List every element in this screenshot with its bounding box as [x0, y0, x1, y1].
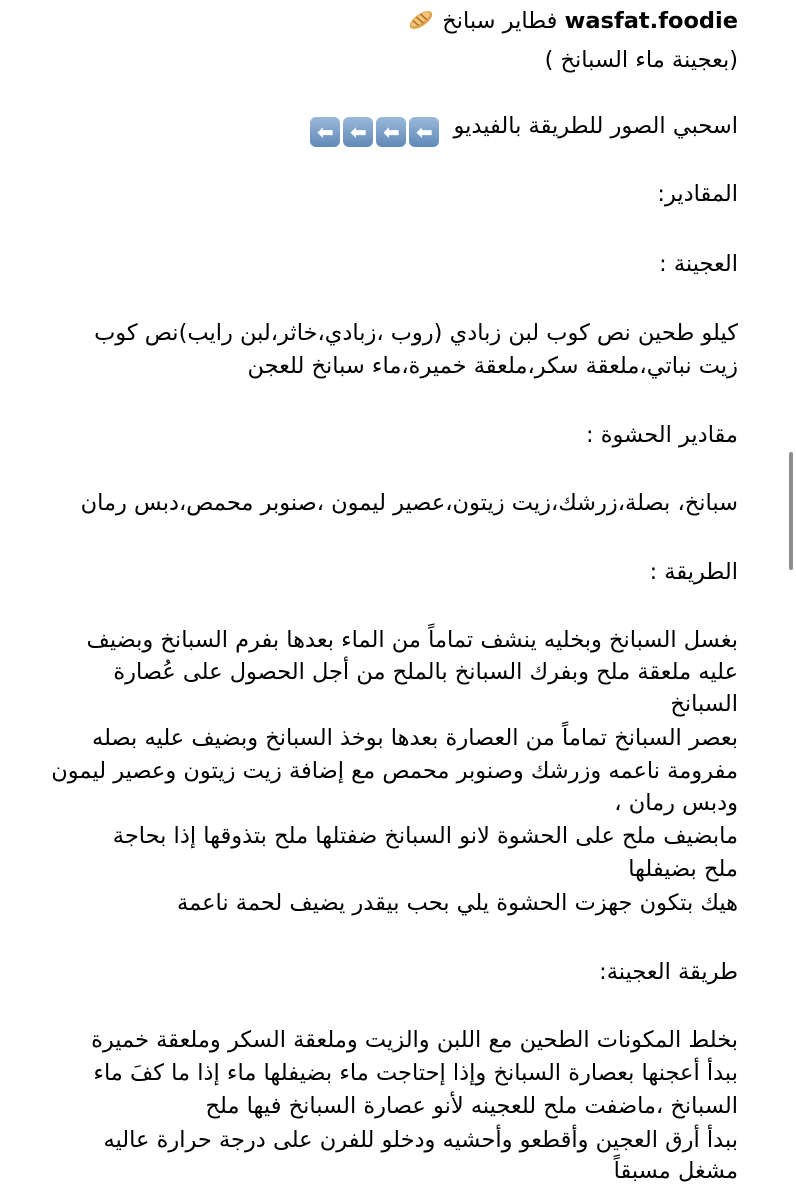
- method-line: ملح بضيفلها: [628, 856, 738, 882]
- method-line: مفرومة ناعمه وزرشك وصنوبر محمص مع إضافة زيت زيتون وعصير ليمون: [51, 758, 738, 784]
- method-heading: الطريقة :: [649, 559, 738, 585]
- method-line: مابضيف ملح على الحشوة لانو السبانخ ضفتلها ملح بتذوقها إذا بحاجة: [112, 823, 738, 849]
- method-line: السبانخ: [670, 691, 738, 717]
- left-arrow-icon: ⬅: [409, 117, 439, 147]
- dough-method-line: ببدأ أعجنها بعصارة السبانخ وإذا إحتاجت ماء بضيفلها ماء إذا ما كفَ ماء: [93, 1060, 738, 1086]
- dough-ingredients-line: زيت نباتي،ملعقة سكر،ملعقة خميرة،ماء سبانخ للعجن: [247, 353, 738, 379]
- left-arrow-icon: ⬅: [343, 117, 373, 147]
- dough-method-line: مشغل مسبقاً: [613, 1158, 738, 1184]
- dough-method-heading: طريقة العجينة:: [599, 959, 738, 985]
- dough-method-line: السبانخ ،ماضفت ملح للعجينه لأنو عصارة السبانخ فيها ملح: [205, 1093, 738, 1119]
- method-line: عليه ملعقة ملح وبفرك السبانخ بالملح من أجل الحصول على عُصارة: [113, 659, 738, 685]
- method-line: ودبس رمان ،: [614, 790, 738, 816]
- dough-ingredients-line: كيلو طحين نص كوب لبن زبادي (روب ،زبادي،خاثر،لبن رايب)نص كوب: [94, 320, 738, 346]
- scrollbar[interactable]: [789, 452, 793, 570]
- method-line: بغسل السبانخ وبخليه ينشف تماماً من الماء بعدها بفرم السبانخ وبضيف: [86, 627, 738, 653]
- dough-heading: العجينة :: [659, 251, 738, 277]
- dough-method-line: ببدأ أرق العجين وأقطعو وأحشيه ودخلو للفرن على درجة حرارة عاليه: [103, 1127, 738, 1153]
- quantities-heading: المقادير:: [657, 181, 738, 207]
- method-line: هيك بتكون جهزت الحشوة يلي بحب بيقدر يضيف لحمة ناعمة: [177, 890, 738, 916]
- subtitle: (بعجينة ماء السبانخ ): [544, 47, 738, 73]
- dough-method-line: بخلط المكونات الطحين مع اللبن والزيت وملعقة السكر وملعقة خميرة: [91, 1027, 738, 1053]
- recipe-title: فطاير سبانخ: [442, 8, 558, 34]
- method-line: بعصر السبانخ تماماً من العصارة بعدها بوخذ السبانخ وبضيف عليه بصله: [92, 725, 738, 751]
- swipe-line: [22, 110, 738, 147]
- bread-icon: [407, 9, 435, 31]
- brand-name: wasfat.foodie: [564, 8, 738, 34]
- left-arrow-icon: ⬅: [376, 117, 406, 147]
- left-arrow-icon: ⬅: [310, 117, 340, 147]
- filling-heading: مقادير الحشوة :: [586, 422, 738, 448]
- title-line: [22, 5, 738, 38]
- filling-ingredients-line: سبانخ، بصلة،زرشك،زيت زيتون،عصير ليمون ،صنوبر محمص،دبس رمان: [80, 490, 738, 516]
- swipe-text: اسحبي الصور للطريقة بالفيديو: [453, 113, 738, 139]
- arrow-group: [310, 110, 442, 147]
